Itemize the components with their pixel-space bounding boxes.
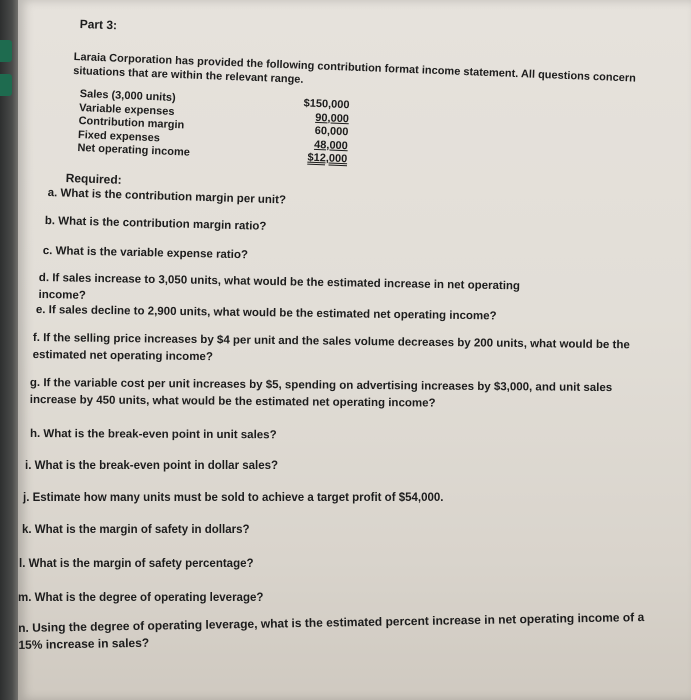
- question-k: k. What is the margin of safety in dollars?: [22, 524, 250, 536]
- statement-label: Variable expenses: [78, 101, 175, 118]
- question-j: j. Estimate how many units must be sold to achieve a target profit of $54,000.: [23, 492, 444, 504]
- question-g: g. If the variable cost per unit increases by $5, spending on advertising increases by $3,000, and unit sales increase by 450 units, what would be the estimated net operating income?: [29, 376, 613, 410]
- question-e: e. If sales decline to 2,900 units, what would be the estimated net operating income?: [35, 303, 497, 323]
- statement-label: Contribution margin: [78, 114, 185, 132]
- question-d: d. If sales increase to 3,050 units, what would be the estimated increase in net operating income?: [38, 271, 521, 302]
- question-a: a. What is the contribution margin per unit?: [47, 186, 287, 207]
- statement-value: 60,000: [314, 124, 349, 139]
- required-heading: Required:: [65, 170, 122, 187]
- paper-sheet: [18, 0, 691, 700]
- income-statement: [77, 88, 350, 167]
- question-l: l. What is the margin of safety percentage?: [19, 558, 254, 570]
- intro-paragraph: Laraia Corporation has provided the following contribution format income statement. All questions concern situations that are within the relevant range.: [72, 50, 637, 86]
- question-i: i. What is the break-even point in dollar sales?: [25, 460, 279, 472]
- question-f: f. If the selling price increases by $4 per unit and the sales volume decreases by 200 units, what would be the estimated net operating income?: [32, 331, 630, 364]
- binder-tab: [0, 74, 12, 96]
- statement-label: Net operating income: [77, 141, 191, 159]
- question-c: c. What is the variable expense ratio?: [42, 244, 249, 262]
- statement-label: Sales (3,000 units): [79, 88, 176, 105]
- question-m: m. What is the degree of operating leverage?: [18, 592, 264, 604]
- question-n: n. Using the degree of operating leverage, what is the estimated percent increase in net operating income of a 15% increase in sales?: [18, 610, 645, 652]
- binder-tab: [0, 40, 12, 62]
- statement-value: $12,000: [307, 151, 348, 166]
- statement-label: Fixed expenses: [77, 128, 161, 144]
- part-title: Part 3:: [79, 16, 118, 33]
- statement-value: $150,000: [303, 97, 350, 112]
- statement-value: 90,000: [315, 111, 350, 125]
- question-b: b. What is the contribution margin ratio?: [44, 214, 267, 233]
- statement-value: 48,000: [313, 138, 349, 152]
- question-h: h. What is the break-even point in unit sales?: [29, 427, 277, 442]
